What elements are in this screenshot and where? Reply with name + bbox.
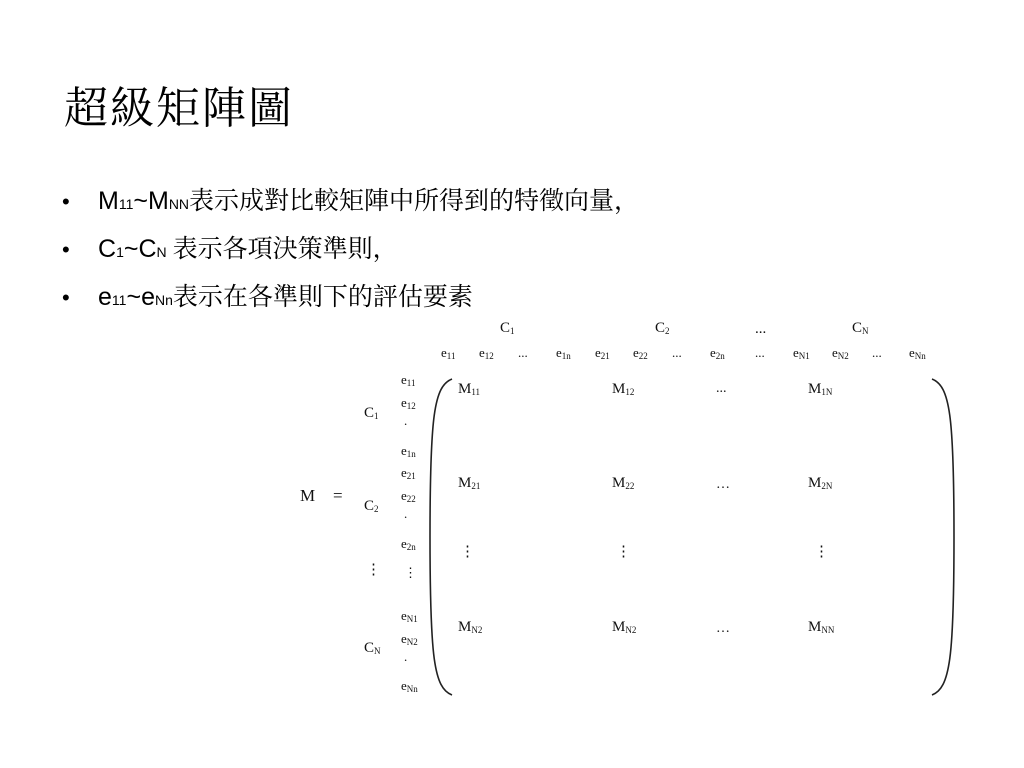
slide-title: 超級矩陣圖	[64, 83, 294, 134]
matrix-cell-ellipsis: …	[716, 621, 730, 636]
row-element-dot: .	[404, 413, 408, 428]
matrix-cell-ellipsis: …	[716, 477, 730, 492]
bullet-dot-icon: •	[62, 189, 70, 214]
column-group-header: $C_2$	[655, 320, 670, 336]
matrix-cell: $M_{11}$	[458, 381, 481, 397]
row-element-header: $e_{12}$	[401, 395, 416, 411]
row-element-header: $e_{11}$	[401, 372, 416, 388]
bullet-item: • C 1 ~ C N 表示各項決策準則，	[62, 229, 639, 277]
right-parenthesis-icon	[928, 376, 958, 698]
row-element-header: $e_{N1}$	[401, 608, 418, 624]
bullet-item: • M 11 ~ M NN 表示成對比較矩陣中所得到的特徵向量，	[62, 181, 639, 229]
row-group-header: $C_N$	[364, 640, 381, 656]
bullet-dot-icon: •	[62, 285, 70, 310]
bullet-symbol: e	[98, 283, 112, 311]
column-element-header: $e_{22}$	[633, 345, 648, 361]
column-element-header: $e_{1n}$	[556, 345, 571, 361]
bullet-dot-icon: •	[62, 237, 70, 262]
column-element-header: $e_{11}$	[441, 345, 456, 361]
row-element-header: $e_{2n}$	[401, 536, 416, 552]
row-group-header: $C_1$	[364, 405, 379, 421]
bullet-item: • e 11 ~ e Nn 表示在各準則下的評估要素	[62, 277, 639, 325]
bullet-symbol: C	[138, 235, 157, 263]
bullet-symbol: C	[98, 235, 117, 263]
column-element-header: $e_{N2}$	[832, 345, 849, 361]
bullet-symbol: M	[147, 187, 169, 215]
matrix-cell: $M_{12}$	[612, 381, 635, 397]
matrix-cell-vdots: ⋮	[616, 544, 631, 560]
matrix-cell: $M_{N2}$	[458, 619, 483, 635]
column-element-header: $e_{21}$	[595, 345, 610, 361]
column-element-header: $e_{N1}$	[793, 345, 810, 361]
column-group-ellipsis: ...	[755, 321, 767, 337]
row-element-header: $e_{22}$	[401, 488, 416, 504]
bullet-range-separator: ~	[123, 235, 139, 263]
column-group-header: $C_N$	[852, 320, 869, 336]
column-group-header: $C_1$	[500, 320, 515, 336]
row-element-header: $e_{1n}$	[401, 443, 416, 459]
column-element-ellipsis: ...	[518, 345, 528, 360]
column-element-ellipsis: ...	[755, 345, 765, 360]
matrix-cell: $M_{22}$	[612, 475, 635, 491]
row-element-header: $e_{21}$	[401, 465, 416, 481]
matrix-cell-ellipsis: ...	[716, 381, 727, 396]
matrix-cell: $M_{2N}$	[808, 475, 833, 491]
row-element-header: $e_{N2}$	[401, 631, 418, 647]
matrix-cell-vdots: ⋮	[814, 544, 829, 560]
matrix-cell: $M_{21}$	[458, 475, 481, 491]
matrix-symbol: M	[300, 486, 316, 505]
column-element-header: $e_{12}$	[479, 345, 494, 361]
row-element-header: $e_{Nn}$	[401, 678, 418, 694]
row-group-header: $C_2$	[364, 498, 379, 514]
column-element-ellipsis: ...	[672, 345, 682, 360]
row-group-vdots: ⋮	[366, 562, 381, 578]
row-element-vdots: ⋮	[404, 565, 417, 580]
bullet-range-separator: ~	[126, 283, 142, 311]
bullet-symbol: M	[98, 187, 119, 215]
matrix-cell: $M_{N2}$	[612, 619, 637, 635]
row-element-dot: .	[404, 506, 408, 521]
bullet-description: 表示在各準則下的評估要素	[172, 282, 473, 311]
bullet-description: 表示各項決策準則，	[172, 234, 398, 263]
left-parenthesis-icon	[426, 376, 456, 698]
column-element-header: $e_{Nn}$	[909, 345, 926, 361]
bullet-description: 表示成對比較矩陣中所得到的特徵向量，	[189, 186, 640, 215]
matrix-cell: $M_{NN}$	[808, 619, 835, 635]
matrix-cell: $M_{1N}$	[808, 381, 833, 397]
row-element-dot: .	[404, 649, 408, 664]
column-element-ellipsis: ...	[872, 345, 882, 360]
bullet-symbol: e	[141, 283, 155, 311]
matrix-cell-vdots: ⋮	[460, 544, 475, 560]
column-element-header: $e_{2n}$	[710, 345, 725, 361]
bullet-range-separator: ~	[133, 187, 148, 215]
equals-sign: =	[333, 486, 343, 505]
